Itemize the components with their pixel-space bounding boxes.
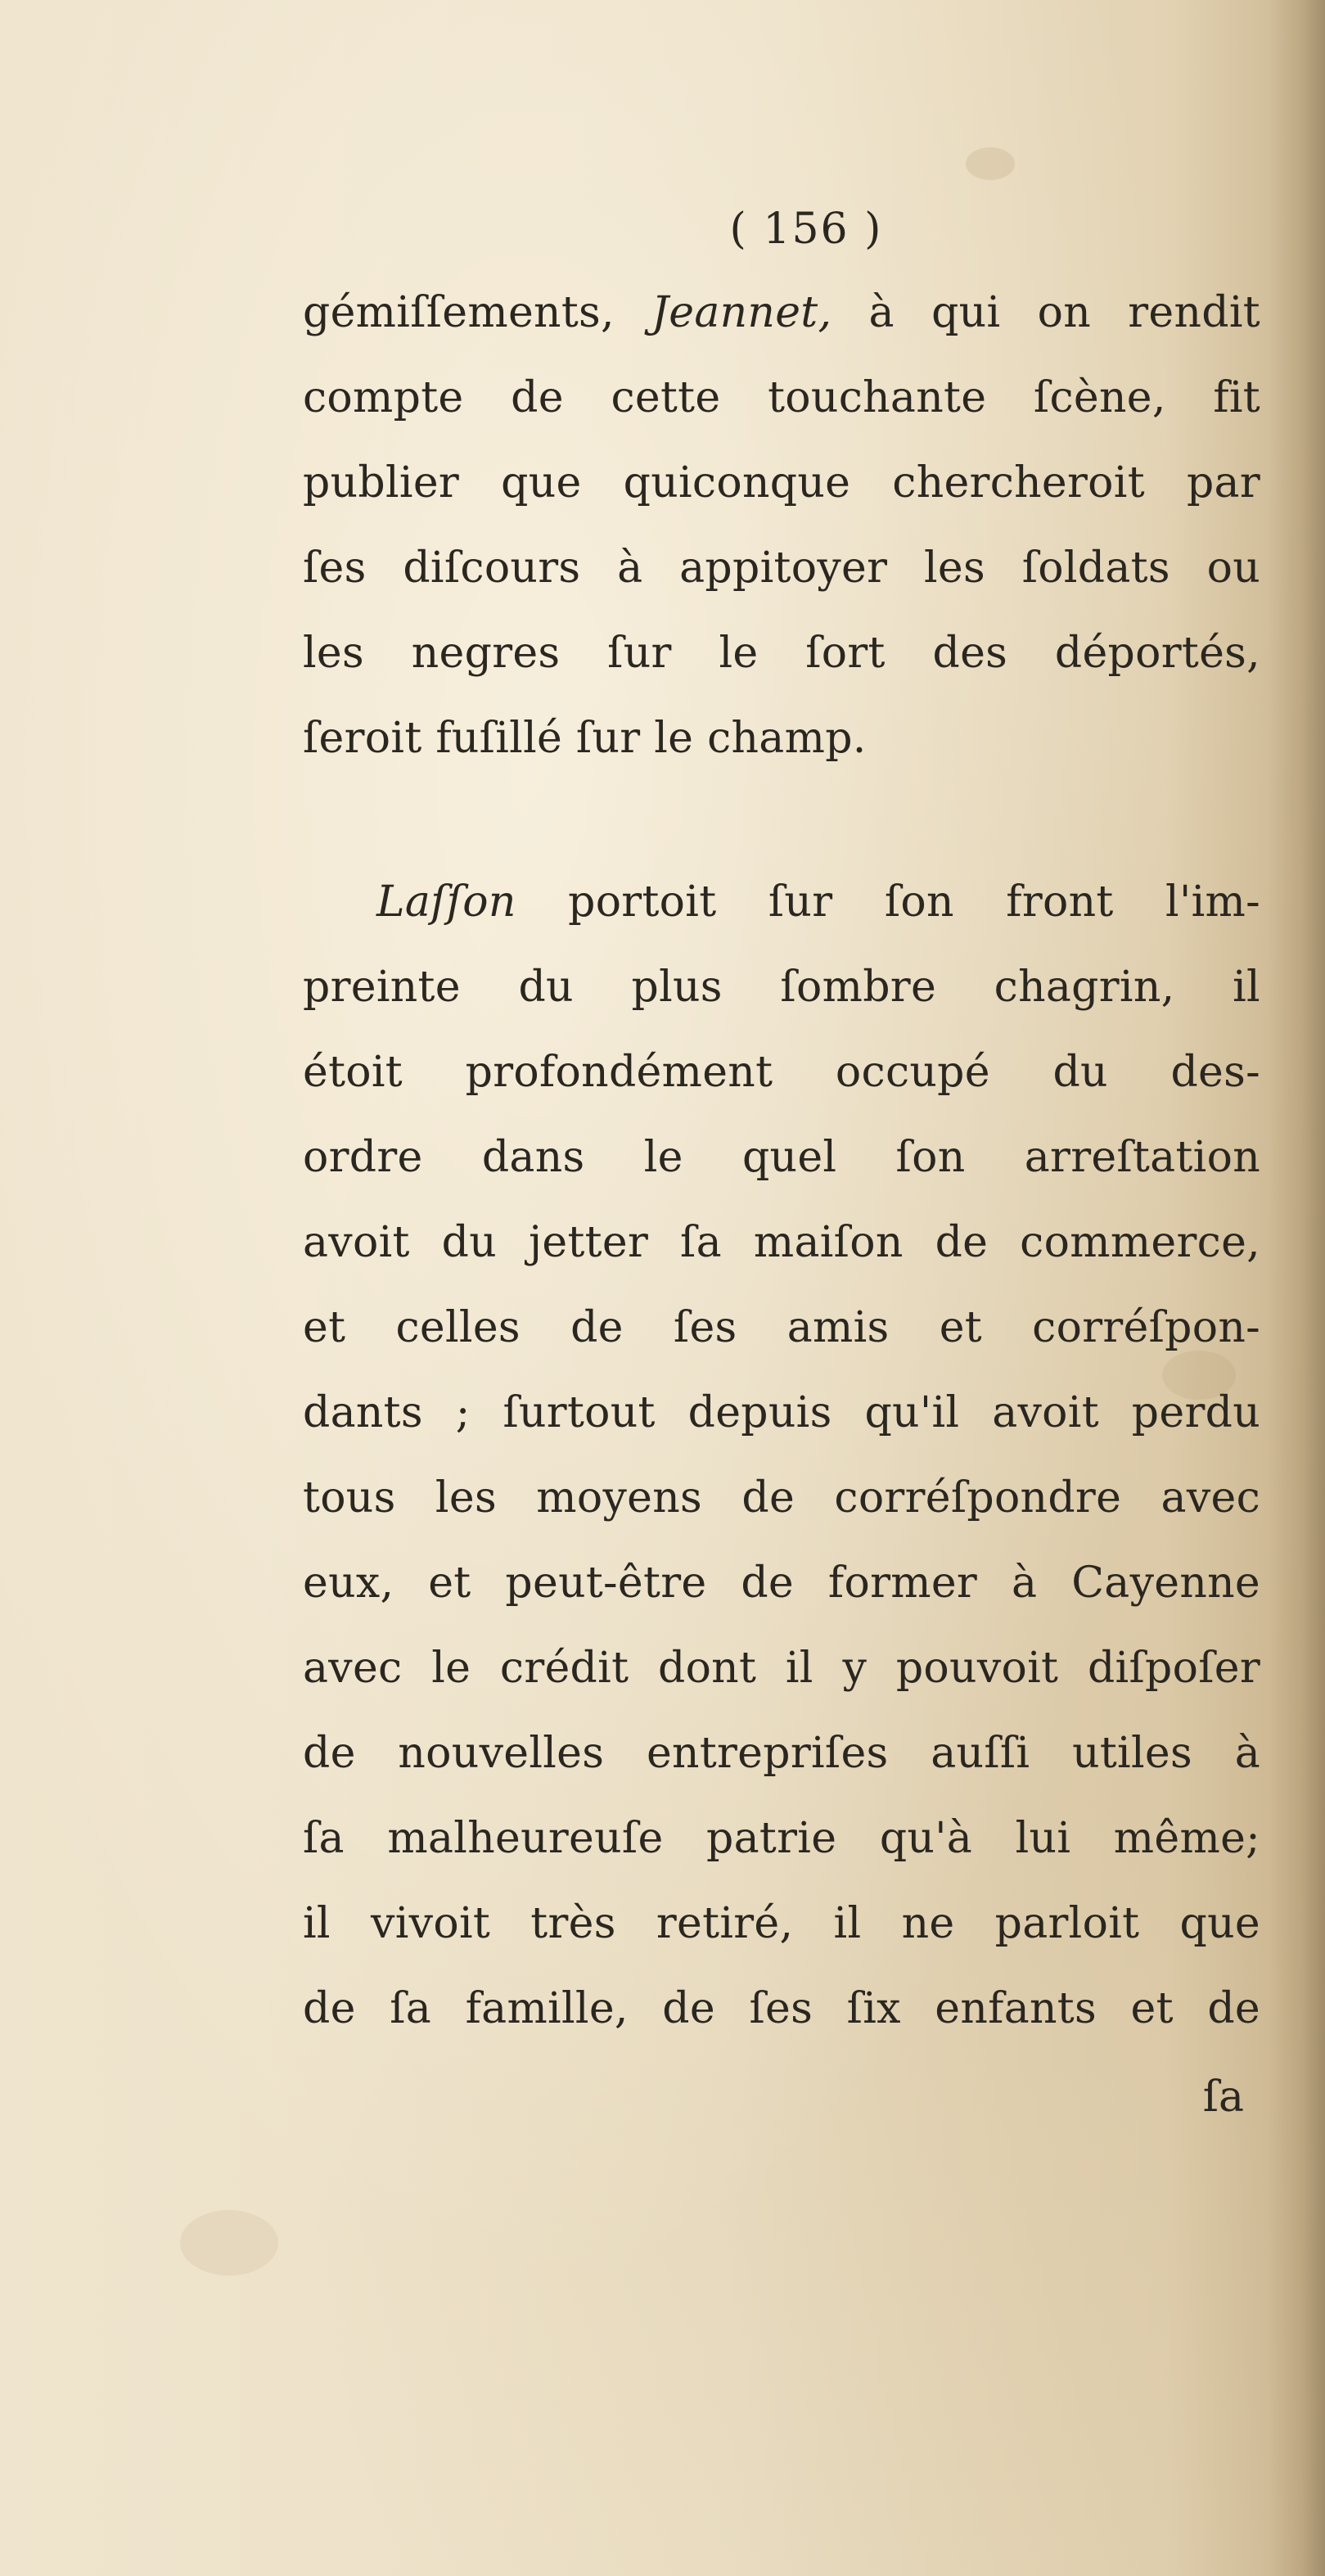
paragraph-2 [303, 859, 1260, 2051]
text-line: compte de cette touchante ſcène, fit [303, 373, 1260, 422]
paper-stain [180, 2210, 278, 2276]
name-lasson: Laſſon [376, 877, 516, 927]
text-line: Laſſon portoit ſur ſon front l'im- [376, 877, 1260, 927]
text-line: ſa malheureuſe patrie qu'à lui même; [303, 1814, 1260, 1863]
text-line: étoit profondément occupé du des- [303, 1048, 1260, 1097]
name-jeannet: Jeannet, [651, 288, 832, 337]
text-line: avoit du jetter ſa maiſon de commerce, [303, 1218, 1260, 1267]
text-line: avec le crédit dont il y pouvoit diſpoſer [303, 1644, 1260, 1693]
page-number: ( 156 ) [729, 205, 883, 254]
text-line: tous les moyens de corréſpondre avec [303, 1473, 1260, 1523]
paragraph-1 [303, 270, 1260, 781]
text-block [303, 188, 1260, 2140]
text-line: de nouvelles entrepriſes auſſi utiles à [303, 1729, 1260, 1778]
paper-stain [966, 147, 1015, 180]
text-line: les negres ſur le ſort des déportés, [303, 629, 1260, 678]
paragraph-gap [303, 781, 1260, 859]
text-line: il vivoit très retiré, il ne parloit que [303, 1899, 1260, 1948]
text-line: de ſa famille, de ſes ſix enfants et de [303, 1984, 1260, 2033]
text-line: gémiſſements, Jeannet, à qui on rendit [303, 288, 1260, 337]
text-line: publier que quiconque chercheroit par [303, 458, 1260, 508]
gutter-shadow [1268, 0, 1325, 2576]
text-line: et celles de ſes amis et corréſpon- [303, 1303, 1260, 1352]
text-line: ſeroit fuſillé ſur le champ. [303, 714, 867, 763]
text-line: ordre dans le quel ſon arreſtation [303, 1133, 1260, 1182]
text-line: dants ; ſurtout depuis qu'il avoit perdu [303, 1388, 1260, 1437]
text-line: ſes diſcours à appitoyer les ſoldats ou [303, 544, 1260, 593]
text-line: preinte du plus ſombre chagrin, il [303, 963, 1260, 1012]
catchword: ſa [1202, 2073, 1244, 2122]
text-line: eux, et peut-être de former à Cayenne [303, 1559, 1260, 1608]
